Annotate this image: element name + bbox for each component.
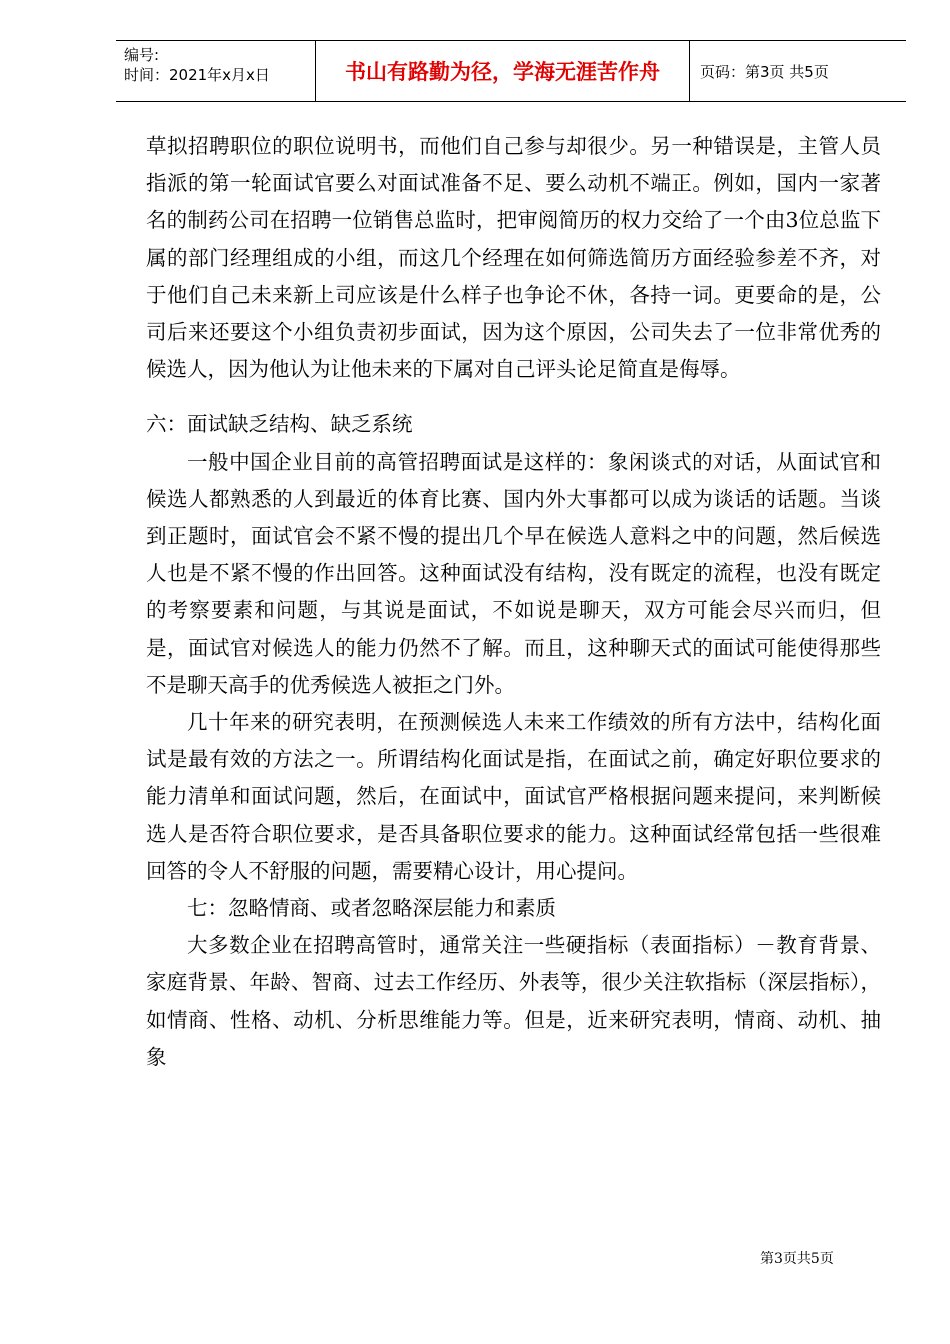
document-body	[146, 128, 881, 1076]
document-number-label: 编号:	[124, 46, 160, 64]
section-heading-six: 六：面试缺乏结构、缺乏系统	[146, 412, 413, 437]
body-paragraph: 大多数企业在招聘高管时，通常关注一些硬指标（表面指标）－教育背景、家庭背景、年龄、智商、过去工作经历、外表等，很少关注软指标（深层指标），如情商、性格、动机、分析思维能力等。但是，近来研究表明，情商、动机、抽象	[146, 933, 881, 1069]
section-heading-seven: 七：忽略情商、或者忽略深层能力和素质	[187, 896, 556, 921]
page-footer: 第3页共5页	[760, 1251, 834, 1267]
document-time-label: 时间：2021年x月x日	[124, 66, 270, 84]
body-paragraph: 草拟招聘职位的职位说明书，而他们自己参与却很少。另一种错误是，主管人员指派的第一轮面试官要么对面试准备不足、要么动机不端正。例如，国内一家著名的制药公司在招聘一位销售总监时，把审阅简历的权力交给了一个由3位总监下属的部门经理组成的小组，而这几个经理在如何筛选简历方面经验参差不齐，对于他们自己未来新上司应该是什么样子也争论不休，各持一词。更要命的是，公司后来还要这个小组负责初步面试，因为这个原因，公司失去了一位非常优秀的候选人，因为他认为让他未来的下属对自己评头论足简直是侮辱。	[146, 134, 881, 382]
body-paragraph: 一般中国企业目前的高管招聘面试是这样的：象闲谈式的对话，从面试官和候选人都熟悉的人到最近的体育比赛、国内外大事都可以成为谈话的话题。当谈到正题时，面试官会不紧不慢的提出几个早在候选人意料之中的问题，然后候选人也是不紧不慢的作出回答。这种面试没有结构，没有既定的流程，也没有既定的考察要素和问题，与其说是面试，不如说是聊天，双方可能会尽兴而归，但是，面试官对候选人的能力仍然不了解。而且，这种聊天式的面试可能使得那些不是聊天高手的优秀候选人被拒之门外。	[146, 449, 881, 697]
header-page-info: 页码：第3页 共5页	[700, 62, 829, 81]
header-meta	[116, 41, 316, 101]
header-motto: 书山有路勤为径，学海无涯苦作舟	[316, 41, 690, 101]
body-paragraph: 几十年来的研究表明，在预测候选人未来工作绩效的所有方法中，结构化面试是最有效的方法之一。所谓结构化面试是指，在面试之前，确定好职位要求的能力清单和面试问题，然后，在面试中，面试官严格根据问题来提问，来判断候选人是否符合职位要求，是否具备职位要求的能力。这种面试经常包括一些很难回答的令人不舒服的问题，需要精心设计，用心提问。	[146, 710, 881, 883]
page-header	[116, 40, 906, 102]
